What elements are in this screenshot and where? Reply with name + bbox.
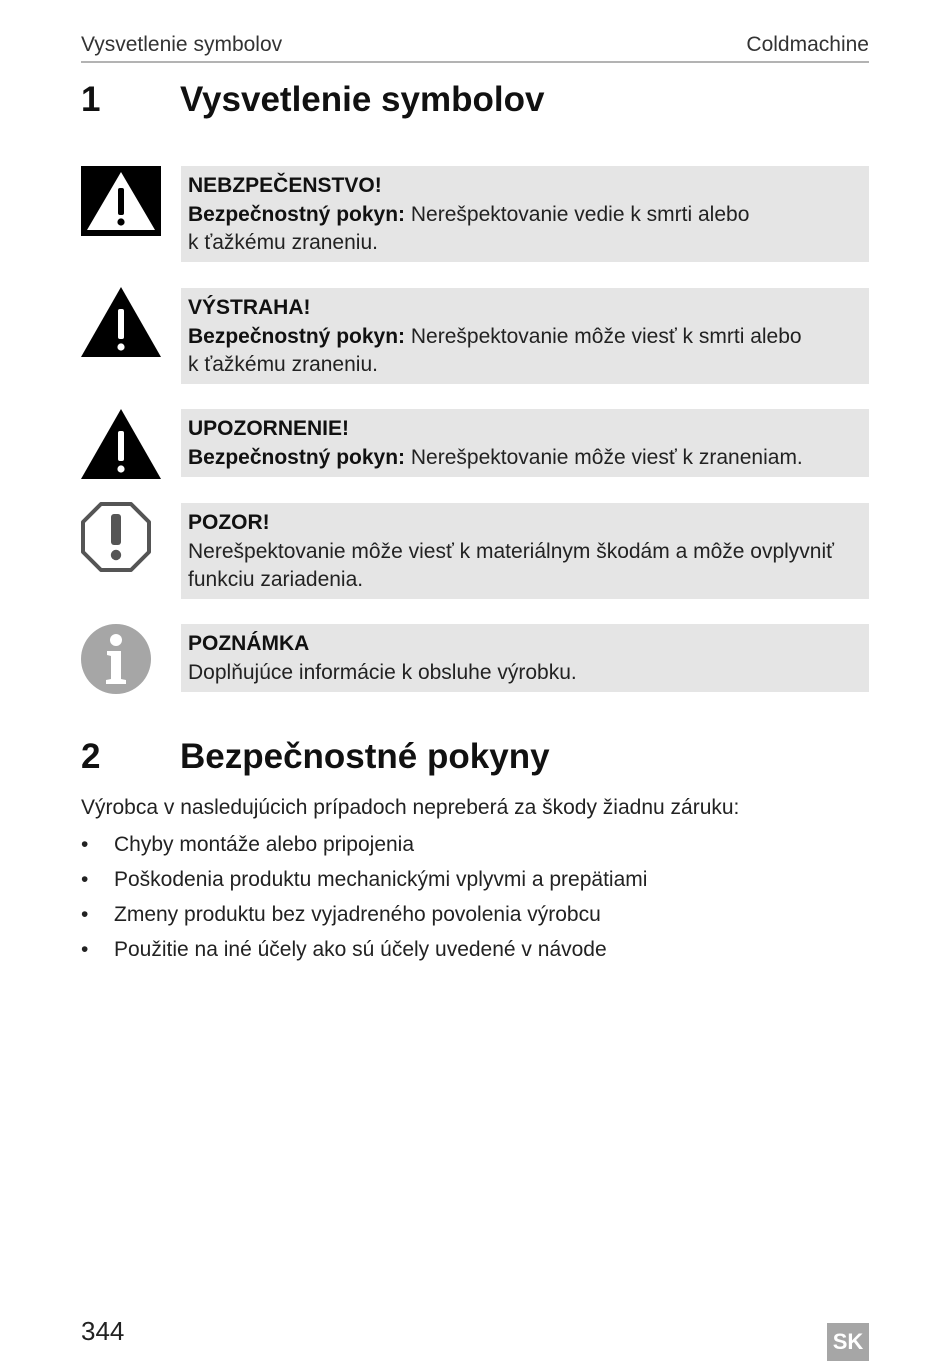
notice-danger-line1: Nerešpektovanie vedie k smrti alebo [405, 202, 750, 226]
danger-warning-icon [81, 166, 161, 236]
header-section-title: Vysvetlenie symbolov [81, 33, 283, 56]
section-2-intro: Výrobca v nasledujúcich prípadoch nepreberá za škody žiadnu záruku: [81, 796, 740, 819]
attention-octagon-icon [81, 502, 161, 572]
bullet-icon: • [81, 938, 89, 961]
notice-danger-lead: Bezpečnostný pokyn: [188, 202, 406, 226]
notice-danger-text [188, 201, 861, 230]
notice-warning-text [188, 323, 861, 352]
info-icon [81, 624, 161, 694]
notice-warning-line1: Nerešpektovanie môže viesť k smrti alebo [405, 324, 802, 348]
notice-note-heading: POZNÁMKA [188, 632, 310, 655]
list-item-text: Použitie na iné účely ako sú účely uvedené v návode [114, 938, 607, 961]
notice-attention-heading: POZOR! [188, 511, 270, 534]
section-1-title: Vysvetlenie symbolov [180, 80, 545, 119]
notice-warning-heading: VÝSTRAHA! [188, 296, 311, 319]
caution-triangle-icon [81, 409, 161, 479]
list-item-text: Chyby montáže alebo pripojenia [114, 833, 415, 856]
list-item-text: Zmeny produktu bez vyjadreného povolenia výrobcu [114, 903, 601, 926]
notice-warning [181, 288, 869, 384]
notice-attention [181, 503, 869, 599]
section-2-title: Bezpečnostné pokyny [180, 737, 550, 776]
notice-caution [181, 409, 869, 477]
notice-caution-line1: Nerešpektovanie môže viesť k zraneniam. [405, 445, 803, 469]
notice-danger [181, 166, 869, 262]
notice-caution-text [188, 444, 861, 473]
page-number: 344 [81, 1316, 125, 1346]
notice-warning-lead: Bezpečnostný pokyn: [188, 324, 406, 348]
warning-triangle-icon [81, 287, 161, 357]
header-product-name: Coldmachine [746, 33, 869, 56]
bullet-icon: • [81, 868, 89, 891]
notice-warning-line2: k ťažkému zraneniu. [188, 353, 378, 376]
bullet-icon: • [81, 903, 89, 926]
notice-note-line1: Doplňujúce informácie k obsluhe výrobku. [188, 660, 577, 684]
running-header [81, 30, 869, 63]
notice-note [181, 624, 869, 692]
notice-attention-line1: Nerešpektovanie môže viesť k materiálnym škodám a môže ovplyvniť [188, 539, 835, 563]
notice-caution-lead: Bezpečnostný pokyn: [188, 445, 406, 469]
bullet-icon: • [81, 833, 89, 856]
section-2-number: 2 [81, 737, 101, 776]
list-item-text: Poškodenia produktu mechanickými vplyvmi a prepätiami [114, 868, 648, 891]
language-badge: SK [827, 1323, 869, 1361]
notice-caution-heading: UPOZORNENIE! [188, 417, 350, 440]
section-1-number: 1 [81, 80, 101, 119]
notice-danger-line2: k ťažkému zraneniu. [188, 231, 378, 254]
notice-attention-line2: funkciu zariadenia. [188, 568, 364, 591]
notice-danger-heading: NEBZPEČENSTVO! [188, 174, 382, 197]
